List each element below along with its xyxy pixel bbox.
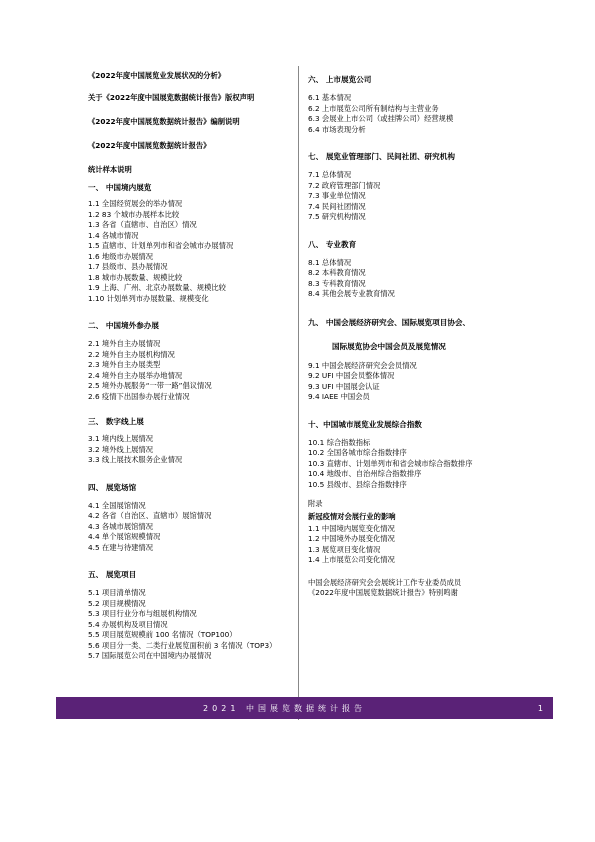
toc-item[interactable]: 5.5 项目展览规模前 100 名情况（TOP100） <box>88 630 237 639</box>
toc-item[interactable]: 3.1 境内线上展情况 <box>88 434 154 443</box>
section-title[interactable]: 一、 中国境内展览 <box>88 183 152 192</box>
toc-item[interactable]: 2.3 境外自主办展类型 <box>88 360 161 369</box>
toc-item[interactable]: 1.1 全国经贸展会的举办情况 <box>88 199 183 208</box>
toc-item[interactable]: 7.4 民间社团情况 <box>308 201 366 211</box>
footer-bar <box>56 697 553 719</box>
section-items <box>308 361 538 403</box>
section-items <box>88 434 293 466</box>
thanks-line[interactable]: 中国会展经济研究会会展统计工作专业委员成员 <box>308 577 462 587</box>
section-items <box>308 258 538 300</box>
acknowledgements <box>308 578 538 599</box>
toc-item[interactable]: 10.3 直辖市、计划单列市和省会城市综合指数排序 <box>308 458 473 468</box>
front-item[interactable]: 《2022年度中国展览数据统计报告》编制说明 <box>88 117 240 126</box>
toc-item[interactable]: 7.3 事业单位情况 <box>308 191 366 200</box>
section-title[interactable]: 五、 展览项目 <box>88 570 137 579</box>
section-title[interactable]: 八、 专业教育 <box>308 239 357 249</box>
toc-item[interactable]: 10.4 地级市、自治州综合指数排序 <box>308 469 422 478</box>
section-title[interactable]: 九、 中国会展经济研究会、国际展览项目协会、 <box>308 317 471 327</box>
toc-item[interactable]: 7.1 总体情况 <box>308 170 352 179</box>
page-number: 1 <box>537 703 543 713</box>
section-title-cont: 国际展览协会中国会员及展览情况 <box>332 341 446 351</box>
toc-item[interactable]: 5.6 项目分一类、二类行业展览面积前 3 名情况（TOP3） <box>88 640 277 650</box>
front-item[interactable]: 关于《2022年度中国展览数据统计报告》版权声明 <box>88 93 255 102</box>
toc-item[interactable]: 10.1 综合指数指标 <box>308 437 371 447</box>
section-items <box>308 438 538 491</box>
toc-item[interactable]: 8.3 专科教育情况 <box>308 278 366 288</box>
left-column <box>88 71 293 662</box>
toc-item[interactable]: 4.3 各城市展馆情况 <box>88 521 154 531</box>
toc-item[interactable]: 7.2 政府管理部门情况 <box>308 180 381 190</box>
appendix-title[interactable]: 新冠疫情对会展行业的影响 <box>308 511 396 521</box>
toc-item[interactable]: 10.2 全国各城市综合指数排序 <box>308 448 407 457</box>
toc-item[interactable]: 8.2 本科教育情况 <box>308 268 366 277</box>
section-items <box>88 501 293 554</box>
toc-item[interactable]: 9.2 UFI 中国会员整体情况 <box>308 371 395 380</box>
toc-item[interactable]: 10.5 县级市、县综合指数排序 <box>308 479 407 489</box>
toc-item[interactable]: 1.7 县级市、县办展情况 <box>88 262 168 271</box>
toc-item[interactable]: 5.7 国际展览公司在中国境内办展情况 <box>88 651 212 660</box>
toc-item[interactable]: 2.6 疫情下出国参办展行业情况 <box>88 391 190 401</box>
toc-item[interactable]: 4.1 全国展馆情况 <box>88 500 146 510</box>
toc-item[interactable]: 1.5 直辖市、计划单列市和省会城市办展情况 <box>88 241 234 250</box>
toc-item[interactable]: 1.8 城市办展数量、规模比较 <box>88 272 183 282</box>
section-items <box>308 93 538 135</box>
right-column <box>308 71 538 599</box>
front-item[interactable]: 《2022年度中国展览业发展状况的分析》 <box>88 71 226 80</box>
toc-item[interactable]: 1.4 各城市情况 <box>88 230 139 240</box>
footer-title: 2021 中国展览数据统计报告 <box>203 703 366 713</box>
toc-item[interactable]: 5.3 项目行业分布与组展机构情况 <box>88 609 197 618</box>
toc-item[interactable]: 5.4 办展机构及项目情况 <box>88 619 168 629</box>
toc-item[interactable]: 3.2 境外线上展情况 <box>88 444 154 454</box>
toc-item[interactable]: 1.3 各省（直辖市、自治区）情况 <box>88 220 197 229</box>
section-items <box>88 588 293 662</box>
toc-item[interactable]: 5.2 项目规模情况 <box>88 598 146 608</box>
toc-item[interactable]: 8.4 其他会展专业教育情况 <box>308 289 395 298</box>
toc-item[interactable]: 6.3 会展业上市公司（或挂牌公司）经营规模 <box>308 114 454 123</box>
toc-item[interactable]: 2.5 境外办展服务“一带一路”倡议情况 <box>88 381 212 390</box>
toc-item[interactable]: 1.4 上市展览公司变化情况 <box>308 555 395 564</box>
toc-item[interactable]: 4.2 各省（自治区、直辖市）展馆情况 <box>88 511 212 520</box>
toc-item[interactable]: 2.1 境外自主办展情况 <box>88 339 161 348</box>
toc-item[interactable]: 6.2 上市展览公司所有制结构与主营业务 <box>308 103 439 113</box>
appendix-label: 附录 <box>308 499 323 508</box>
sample-heading[interactable]: 统计样本说明 <box>88 165 132 174</box>
section-title[interactable]: 十、中国城市展览业发展综合指数 <box>308 419 422 429</box>
toc-item[interactable]: 4.5 在建与待建情况 <box>88 542 154 552</box>
toc-item[interactable]: 9.1 中国会展经济研究会会员情况 <box>308 360 417 370</box>
toc-item[interactable]: 1.3 展览项目变化情况 <box>308 544 381 554</box>
toc-item[interactable]: 5.1 项目清单情况 <box>88 588 146 597</box>
toc-item[interactable]: 8.1 总体情况 <box>308 257 352 267</box>
section-title[interactable]: 二、 中国境外参办展 <box>88 321 159 330</box>
front-item[interactable]: 《2022年度中国展览数据统计报告》 <box>88 141 211 150</box>
thanks-line[interactable]: 《2022年度中国展览数据统计报告》特别鸣谢 <box>308 588 458 597</box>
toc-item[interactable]: 6.1 基本情况 <box>308 93 352 102</box>
section-title[interactable]: 六、 上市展览公司 <box>308 75 372 84</box>
toc-item[interactable]: 1.6 地级市办展情况 <box>88 251 154 261</box>
toc-item[interactable]: 9.4 IAEE 中国会员 <box>308 392 370 401</box>
toc-item[interactable]: 2.2 境外自主办展机构情况 <box>88 349 175 359</box>
section-title[interactable]: 三、 数字线上展 <box>88 417 144 426</box>
column-divider <box>298 66 299 720</box>
section-items <box>308 170 538 223</box>
section-title[interactable]: 七、 展览业管理部门、民间社团、研究机构 <box>308 152 455 161</box>
toc-item[interactable]: 1.10 计划单列市办展数量、规模变化 <box>88 293 209 303</box>
toc-item[interactable]: 6.4 市场表现分析 <box>308 124 366 134</box>
toc-item[interactable]: 1.2 83 个城市办展样本比较 <box>88 209 180 219</box>
toc-item[interactable]: 3.3 线上展技术服务企业情况 <box>88 455 183 464</box>
toc-item[interactable]: 1.2 中国境外办展变化情况 <box>308 534 395 543</box>
toc-item[interactable]: 4.4 单个展馆规模情况 <box>88 532 161 541</box>
section-title[interactable]: 四、 展览场馆 <box>88 482 137 492</box>
appendix-items <box>308 524 538 566</box>
toc-item[interactable]: 1.9 上海、广州、北京办展数量、规模比较 <box>88 283 226 292</box>
toc-item[interactable]: 9.3 UFI 中国展会认证 <box>308 381 380 391</box>
section-items <box>88 339 293 402</box>
toc-item[interactable]: 1.1 中国境内展览变化情况 <box>308 523 395 533</box>
toc-item[interactable]: 7.5 研究机构情况 <box>308 212 366 221</box>
toc-item[interactable]: 2.4 境外自主办展举办地情况 <box>88 370 183 380</box>
section-items <box>88 199 293 304</box>
